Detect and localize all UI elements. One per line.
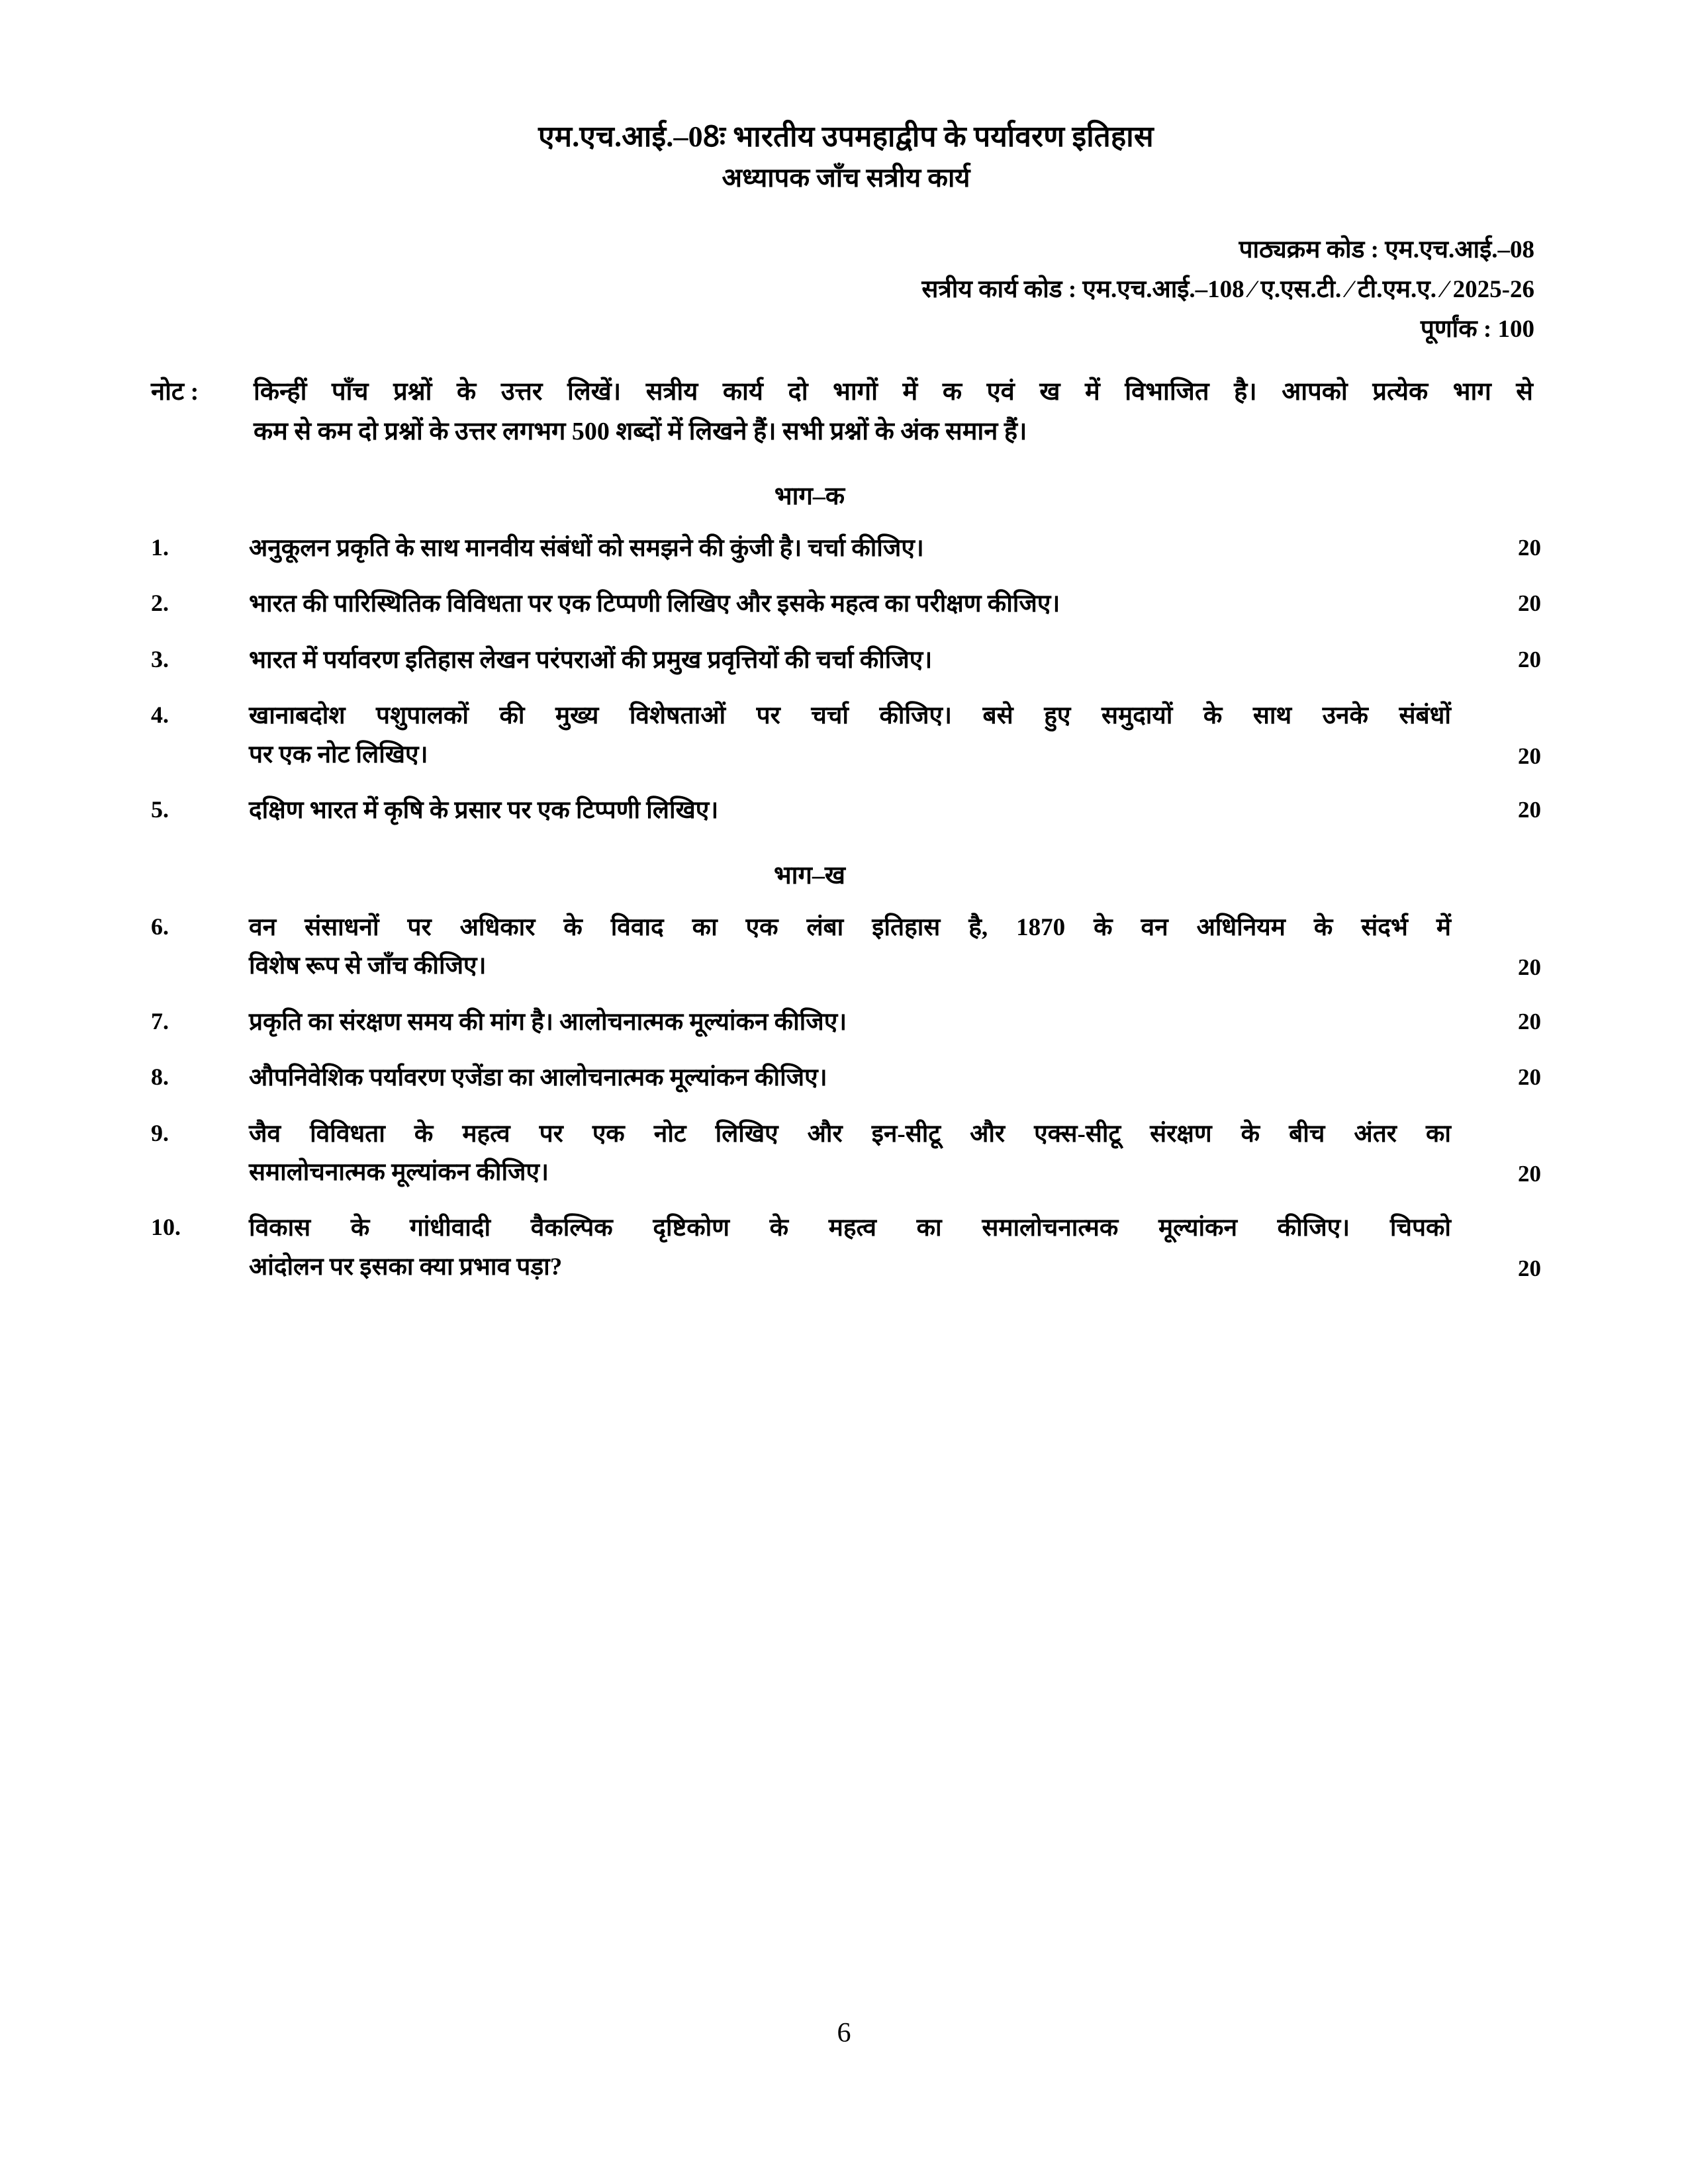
question-line: भारत में पर्यावरण इतिहास लेखन परंपराओं की प्रमुख प्रवृत्तियों की चर्चा कीजिए।: [249, 646, 933, 674]
question-text: [249, 1059, 1462, 1097]
assignment-code: सत्रीय कार्य कोड : एम.एच.आई.–108 ⁄ ए.एस.टी. ⁄ टी.एम.ए. ⁄ 2025-26: [921, 275, 1534, 303]
question-marks: 20: [1518, 1064, 1541, 1091]
question-line: विकास के गांधीवादी वैकल्पिक दृष्टिकोण के महत्व का समालोचनात्मक मूल्यांकन कीजिए। चिपको: [249, 1214, 1451, 1242]
question-line: समालोचनात्मक मूल्यांकन कीजिए।: [249, 1159, 549, 1186]
note-block: [151, 373, 1541, 451]
title-block: [151, 0, 1541, 196]
question-line: आंदोलन पर इसका क्या प्रभाव पड़ा?: [249, 1253, 563, 1281]
question-row: [151, 585, 1541, 623]
note-line-1: किन्हीं पाँच प्रश्नों के उत्तर लिखें। सत्रीय कार्य दो भागों में क एवं ख में विभाजित है। आपको प्रत्येक भाग से: [254, 378, 1533, 406]
page-title: एम.एच.आई.–08ः भारतीय उपमहाद्वीप के पर्यावरण इतिहास: [538, 120, 1154, 153]
page-number: 6: [837, 2018, 851, 2048]
question-number: 6.: [151, 913, 169, 940]
question-marks: 20: [1518, 743, 1541, 769]
question-line: भारत की पारिस्थितिक विविधता पर एक टिप्पणी लिखिए और इसके महत्व का परीक्षण कीजिए।: [249, 590, 1060, 618]
question-text: [249, 641, 1462, 680]
question-number: 9.: [151, 1119, 169, 1146]
question-number: 7.: [151, 1007, 169, 1034]
question-row: [151, 792, 1541, 830]
question-text: [249, 909, 1462, 986]
question-text: [249, 1209, 1462, 1287]
course-code: पाठ्यक्रम कोड : एम.एच.आई.–08: [1239, 236, 1534, 263]
question-row: [151, 529, 1541, 568]
note-label: नोट :: [151, 378, 199, 406]
question-line: औपनिवेशिक पर्यावरण एजेंडा का आलोचनात्मक मूल्यांकन कीजिए।: [249, 1064, 827, 1092]
question-number: 3.: [151, 645, 169, 672]
question-row: [151, 1003, 1541, 1042]
question-marks: 20: [1518, 954, 1541, 981]
question-text: [249, 529, 1462, 568]
question-text: [249, 585, 1462, 623]
question-row: [151, 909, 1541, 986]
page-content: [151, 0, 1541, 1287]
question-marks: 20: [1518, 590, 1541, 617]
page-subtitle: अध्यापक जाँच सत्रीय कार्य: [722, 163, 970, 193]
note-text: [254, 373, 1541, 451]
question-text: [249, 1003, 1462, 1042]
question-row: [151, 1115, 1541, 1193]
question-line: वन संसाधनों पर अधिकार के विवाद का एक लंबा इतिहास है, 1870 के वन अधिनियम के संदर्भ में: [249, 913, 1451, 941]
question-text: [249, 1115, 1462, 1193]
question-marks: 20: [1518, 646, 1541, 672]
question-number: 8.: [151, 1064, 169, 1091]
section-heading-b: भाग–ख: [773, 861, 846, 889]
question-line: दक्षिण भारत में कृषि के प्रसार पर एक टिप्पणी लिखिए।: [249, 797, 719, 825]
section-heading-a: भाग–क: [774, 482, 845, 511]
question-line: विशेष रूप से जाँच कीजिए।: [249, 952, 487, 980]
question-row: [151, 1209, 1541, 1287]
question-number: 10.: [151, 1214, 181, 1241]
question-text: [249, 697, 1462, 774]
question-row: [151, 641, 1541, 680]
question-marks: 20: [1518, 797, 1541, 823]
code-block: [151, 230, 1541, 349]
question-marks: 20: [1518, 1161, 1541, 1187]
question-number: 4.: [151, 702, 169, 729]
question-marks: 20: [1518, 1008, 1541, 1034]
question-row: [151, 1059, 1541, 1097]
question-line: प्रकृति का संरक्षण समय की मांग है। आलोचनात्मक मूल्यांकन कीजिए।: [249, 1008, 847, 1036]
question-line: खानाबदोश पशुपालकों की मुख्य विशेषताओं पर चर्चा कीजिए। बसे हुए समुदायों के साथ उनके संबंधों: [249, 702, 1451, 730]
question-row: [151, 697, 1541, 774]
question-number: 1.: [151, 534, 169, 561]
total-marks: पूर्णांक : 100: [1420, 315, 1534, 343]
question-marks: 20: [1518, 1255, 1541, 1282]
question-line: जैव विविधता के महत्व पर एक नोट लिखिए और इन-सीटू और एक्स-सीटू संरक्षण के बीच अंतर का: [249, 1120, 1451, 1148]
question-line: पर एक नोट लिखिए।: [249, 741, 428, 768]
question-number: 2.: [151, 590, 169, 617]
question-line: अनुकूलन प्रकृति के साथ मानवीय संबंधों को समझने की कुंजी है। चर्चा कीजिए।: [249, 535, 924, 563]
question-text: [249, 792, 1462, 830]
note-line-2: कम से कम दो प्रश्नों के उत्तर लगभग 500 शब्दों में लिखने हैं। सभी प्रश्नों के अंक समान हैं।: [254, 417, 1027, 445]
question-number: 5.: [151, 796, 169, 823]
question-marks: 20: [1518, 535, 1541, 561]
